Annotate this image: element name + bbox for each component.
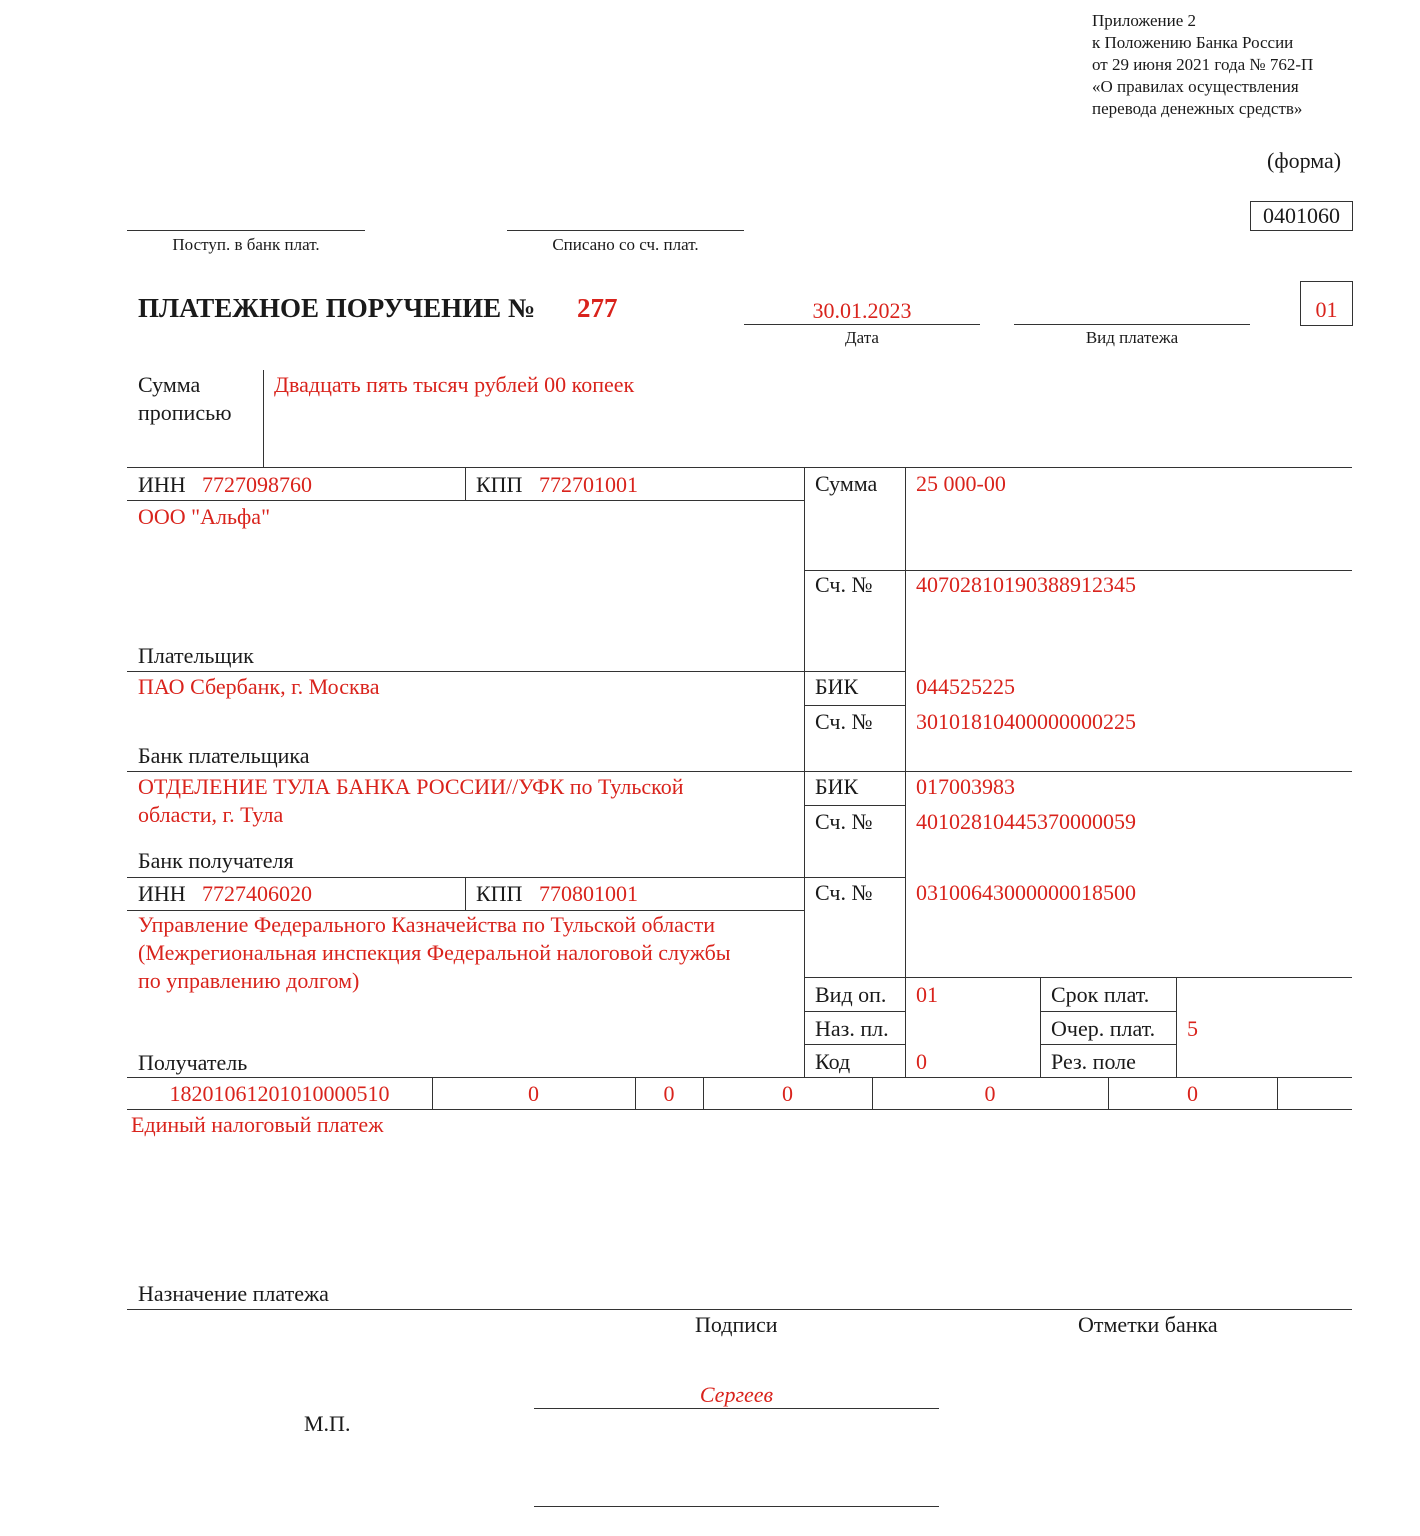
op-type-label: Вид оп. — [815, 982, 887, 1007]
grid-line — [1040, 1011, 1176, 1012]
grid-line — [804, 705, 905, 706]
grid-line — [1040, 977, 1041, 1077]
status-code: 01 — [1315, 297, 1338, 322]
reserve-label: Рез. поле — [1051, 1049, 1136, 1074]
payment-type-label: Вид платежа — [1085, 328, 1179, 347]
grid-line — [465, 467, 466, 500]
payment-type-line — [1014, 324, 1250, 325]
grid-line — [465, 877, 466, 910]
payee-bank-name-2: области, г. Тула — [138, 802, 284, 827]
bank-marks-label: Отметки банка — [1078, 1312, 1218, 1337]
order-number: 277 — [577, 293, 618, 323]
payee-label: Получатель — [138, 1050, 248, 1075]
grid-line — [127, 671, 905, 672]
grid-line — [1176, 977, 1177, 1077]
payee-account: 03100643000000018500 — [916, 880, 1136, 905]
status-code-box — [1300, 281, 1353, 326]
payer-bik-label: БИК — [815, 674, 859, 699]
signature-line-2 — [534, 1506, 939, 1507]
purpose-label: Назначение платежа — [138, 1281, 329, 1306]
payer-bank-account-label: Сч. № — [815, 709, 873, 734]
order-date: 30.01.2023 — [812, 298, 912, 323]
grid-line — [127, 500, 805, 501]
payee-account-label: Сч. № — [815, 880, 873, 905]
payer-bank-label: Банк плательщика — [138, 743, 310, 768]
payer-account: 40702810190388912345 — [916, 572, 1136, 597]
payer-kpp-label: КПП — [476, 472, 523, 497]
payer-name: ООО "Альфа" — [138, 504, 271, 529]
kbk-field: 18201061201010000510 — [169, 1081, 390, 1106]
payer-inn: 7727098760 — [202, 472, 312, 497]
appendix-note — [1092, 10, 1412, 120]
payer-bank-name: ПАО Сбербанк, г. Москва — [138, 674, 380, 699]
signature: Сергеев — [699, 1382, 774, 1407]
payee-kpp-label: КПП — [476, 881, 523, 906]
payee-name: Управление Федерального Казначейства по Тульской области — [138, 912, 716, 937]
grid-line — [1040, 1044, 1176, 1045]
purpose-code-label: Наз. пл. — [815, 1016, 889, 1041]
appendix-line: от 29 июня 2021 года № 762-П — [1092, 55, 1314, 74]
priority-label: Очер. плат. — [1051, 1016, 1156, 1041]
stamp-label: М.П. — [304, 1411, 351, 1436]
date-line — [744, 324, 980, 325]
grid-line — [127, 1109, 1352, 1110]
appendix-line: «О правилах осуществления — [1092, 77, 1299, 96]
signatures-label: Подписи — [695, 1312, 778, 1337]
payee-bank-name: ОТДЕЛЕНИЕ ТУЛА БАНКА РОССИИ//УФК по Тульской — [138, 774, 684, 799]
payee-kpp: 770801001 — [539, 881, 638, 906]
grid-line — [127, 771, 1352, 772]
payer-kpp: 772701001 — [539, 472, 638, 497]
payer-bik: 044525225 — [916, 674, 1015, 699]
purpose-line — [127, 1309, 1352, 1310]
amount-words-label-2: прописью — [138, 400, 232, 425]
appendix-line: к Положению Банка России — [1092, 33, 1294, 52]
order-title: ПЛАТЕЖНОЕ ПОРУЧЕНИЕ № — [138, 293, 536, 323]
payee-inn: 7727406020 — [202, 881, 312, 906]
grid-line — [804, 805, 905, 806]
amount-words-divider — [263, 370, 264, 468]
grid-line — [804, 467, 805, 1077]
amount-words-value: Двадцать пять тысяч рублей 00 копеек — [274, 372, 635, 397]
grid-line — [127, 1077, 1352, 1078]
payee-bank-label: Банк получателя — [138, 848, 294, 873]
grid-line — [127, 877, 905, 878]
form-code: 0401060 — [1263, 203, 1340, 228]
payee-name-3: по управлению долгом) — [138, 968, 360, 993]
payer-inn-label: ИНН — [138, 472, 186, 497]
form-code-box — [1250, 201, 1353, 231]
payee-bank-account-label: Сч. № — [815, 809, 873, 834]
purpose-text: Единый налоговый платеж — [131, 1112, 384, 1137]
form-label: (форма) — [1267, 148, 1342, 173]
appendix-line: перевода денежных средств» — [1092, 99, 1303, 118]
oktmo-field: 0 — [528, 1081, 539, 1106]
grid-line — [127, 467, 1352, 468]
code-label: Код — [815, 1049, 851, 1074]
doc-number-field: 0 — [984, 1081, 996, 1106]
payer-account-label: Сч. № — [815, 572, 873, 597]
grid-line — [804, 1011, 905, 1012]
basis-field: 0 — [663, 1081, 675, 1106]
priority: 5 — [1187, 1016, 1198, 1041]
amount-label: Сумма — [815, 471, 878, 496]
code-value: 0 — [916, 1049, 927, 1074]
grid-line — [804, 570, 1352, 571]
signature-line-1 — [534, 1408, 939, 1409]
payee-inn-label: ИНН — [138, 881, 186, 906]
payee-name-2: (Межрегиональная инспекция Федеральной налоговой службы — [138, 940, 731, 965]
appendix-line: Приложение 2 — [1092, 11, 1196, 30]
grid-line — [127, 910, 805, 911]
doc-date-field: 0 — [1187, 1081, 1198, 1106]
amount-value: 25 000-00 — [916, 471, 1006, 496]
payer-bank-account: 30101810400000000225 — [916, 709, 1136, 734]
grid-line — [804, 1044, 905, 1045]
grid-line — [905, 467, 906, 1077]
grid-line — [1277, 1077, 1278, 1109]
payee-bank-account: 40102810445370000059 — [916, 809, 1136, 834]
period-field: 0 — [782, 1081, 793, 1106]
received-label: Поступ. в банк плат. — [172, 235, 320, 254]
debited-label: Списано со сч. плат. — [552, 235, 699, 254]
payer-label: Плательщик — [138, 643, 254, 668]
debited-line — [507, 230, 744, 231]
op-type: 01 — [916, 982, 938, 1007]
due-date-label: Срок плат. — [1051, 982, 1150, 1007]
date-label: Дата — [845, 328, 879, 347]
received-line — [127, 230, 365, 231]
amount-words-label: Сумма — [138, 372, 201, 397]
grid-line — [804, 977, 1352, 978]
payee-bik: 017003983 — [916, 774, 1015, 799]
payee-bik-label: БИК — [815, 774, 859, 799]
